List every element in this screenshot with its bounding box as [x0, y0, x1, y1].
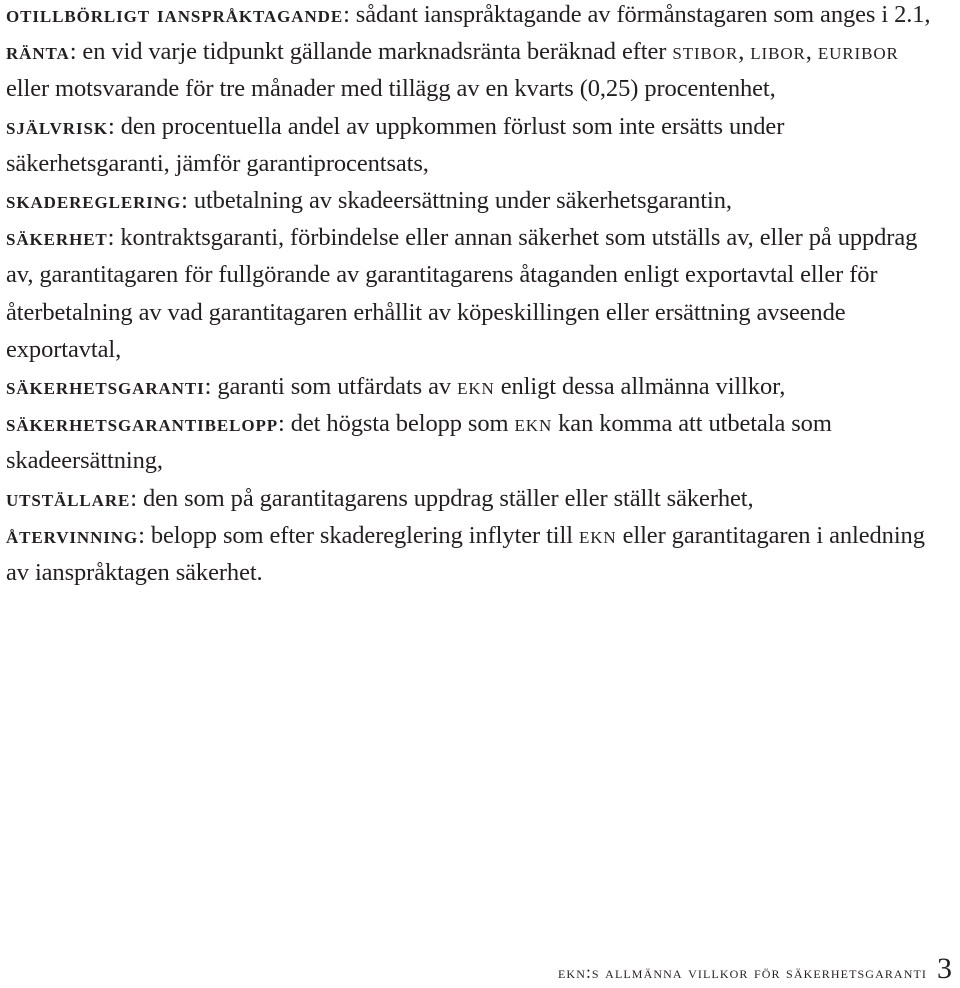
definition-ranta: [6, 33, 946, 107]
definition-term: otillbörligt ianspråktagande: [6, 1, 344, 28]
definition-sakerhetsgarantibelopp: [6, 405, 946, 479]
definition-text: kan komma att utbetala som skadeersättning,: [6, 410, 832, 475]
abbreviation-ekn: ekn: [457, 373, 495, 401]
abbreviation-ekn: ekn: [578, 521, 617, 549]
definition-text: eller garantitagaren i anledning av ianspråktagen säkerhet.: [6, 521, 925, 587]
footer-title: ekn:s allmänna villkor för säkerhetsgaranti: [558, 962, 927, 982]
definition-term: säkerhetsgarantibelopp: [6, 410, 279, 438]
definition-sakerhetsgaranti: [6, 368, 946, 405]
definition-text: enligt dessa allmänna villkor,: [494, 373, 786, 401]
definition-text: : det högsta belopp som: [278, 410, 515, 438]
definition-text: ,: [805, 38, 818, 66]
page-footer: [558, 952, 952, 986]
definition-text: ,: [738, 38, 751, 66]
definition-text: : en vid varje tidpunkt gällande marknadsränta beräknad efter: [69, 38, 673, 66]
definition-term: säkerhet: [6, 224, 108, 252]
abbreviation-euribor: euribor: [817, 38, 899, 66]
definition-text: : den som på garantitagarens uppdrag ställer eller ställt säkerhet,: [130, 484, 754, 512]
definition-text: eller motsvarande för tre månader med tillägg av en kvarts (0,25) procentenhet,: [6, 75, 776, 103]
definitions-list: [6, 0, 946, 591]
abbreviation-libor: libor: [750, 38, 806, 66]
definition-atervinning: [6, 517, 946, 591]
definition-otillborligt-ianspraktagande: [6, 0, 946, 33]
definition-text: : utbetalning av skadeersättning under säkerhetsgarantin,: [181, 187, 732, 215]
definition-text: : sådant ianspråktagande av förmånstagaren som anges i 2.1,: [343, 1, 931, 28]
definition-sjalvrisk: [6, 108, 946, 182]
definition-term: skadereglering: [6, 187, 182, 215]
page-number: 3: [937, 952, 952, 985]
definition-term: självrisk: [6, 112, 108, 140]
definition-term: säkerhetsgaranti: [6, 373, 205, 401]
definition-text: : belopp som efter skadereglering inflyter till: [138, 521, 579, 549]
definition-text: : den procentuella andel av uppkommen förlust som inte ersätts under säkerhetsgaranti, jämför garantiprocentsats,: [6, 112, 785, 177]
abbreviation-stibor: stibor: [672, 38, 739, 66]
definition-text: : garanti som utfärdats av: [204, 373, 458, 401]
definition-term: utställare: [6, 484, 131, 512]
definition-skadereglering: [6, 182, 946, 219]
definition-sakerhet: [6, 219, 946, 368]
definition-term: återvinning: [6, 521, 139, 549]
definition-utstallare: [6, 480, 946, 517]
definition-text: : kontraktsgaranti, förbindelse eller annan säkerhet som utställs av, eller på uppdrag av, garantitagaren för fullgörande av garantitagarens åtaganden enligt exportavtal eller för återbetalning av vad garantitagaren erhållit av köpeskillingen eller ersättning avseende exportavtal,: [6, 224, 918, 363]
abbreviation-ekn: ekn: [514, 410, 553, 438]
definition-term: ränta: [6, 38, 70, 66]
